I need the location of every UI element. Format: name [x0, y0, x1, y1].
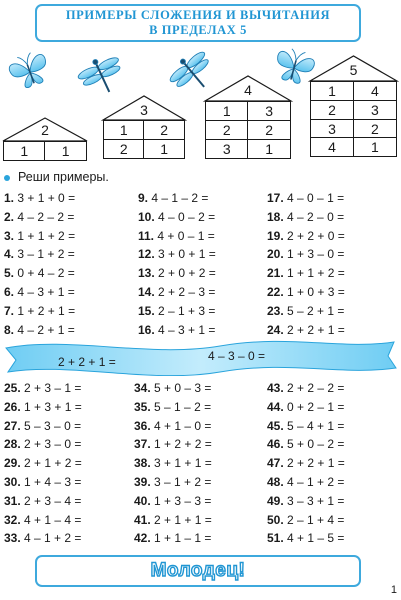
example-expression: 3 – 3 + 1 =	[287, 493, 345, 508]
example-number: 31.	[4, 493, 21, 508]
example-expression: 2 + 2 + 1 =	[287, 322, 345, 337]
example-expression: 4 – 1 + 2 =	[287, 474, 345, 489]
example-row	[267, 283, 345, 302]
example-row	[134, 379, 212, 398]
butterfly-icon	[6, 49, 52, 92]
dragonfly-icon	[74, 50, 129, 101]
example-expression: 0 + 4 – 2 =	[17, 266, 75, 281]
example-expression: 5 – 3 – 0 =	[24, 418, 82, 433]
ribbon-example-right: 4 – 3 – 0 =	[208, 349, 266, 363]
house-cell: 1	[103, 120, 145, 140]
example-expression: 2 + 1 + 2 =	[24, 456, 82, 471]
example-number: 18.	[267, 209, 284, 224]
example-expression: 5 – 1 – 2 =	[154, 399, 212, 414]
example-expression: 3 + 1 + 0 =	[17, 191, 76, 205]
example-expression: 4 + 1 – 0 =	[154, 418, 212, 433]
example-number: 40.	[134, 493, 151, 508]
example-expression: 1 + 1 + 2 =	[17, 228, 76, 243]
examples-column-4	[4, 379, 82, 548]
example-expression: 3 + 0 + 1 =	[158, 247, 216, 262]
example-expression: 2 – 1 + 3 =	[158, 303, 216, 318]
example-number: 51.	[267, 531, 284, 546]
example-row	[4, 417, 82, 436]
examples-column-2	[138, 189, 216, 339]
example-expression: 2 + 1 + 1 =	[154, 512, 212, 527]
example-number: 38.	[134, 456, 151, 471]
house-cell: 1	[205, 101, 249, 121]
example-expression: 2 + 2 – 3 =	[158, 284, 216, 299]
example-row	[4, 398, 82, 417]
example-expression: 5 – 2 + 1 =	[287, 303, 345, 318]
example-number: 4.	[4, 247, 15, 262]
example-number: 43.	[267, 381, 284, 395]
example-row	[134, 417, 212, 436]
example-expression: 4 – 1 + 2 =	[24, 531, 82, 546]
example-expression: 1 + 4 – 3 =	[24, 474, 82, 489]
example-number: 34.	[134, 381, 151, 395]
example-number: 44.	[267, 399, 284, 414]
number-house-5	[310, 55, 397, 161]
example-number: 13.	[138, 266, 155, 281]
example-expression: 3 + 1 + 1 =	[154, 456, 212, 471]
example-number: 27.	[4, 418, 21, 433]
house-top-number: 5	[349, 62, 358, 78]
house-cell: 2	[353, 119, 397, 139]
example-row	[267, 227, 345, 246]
example-number: 42.	[134, 531, 151, 546]
example-expression: 2 + 3 – 0 =	[24, 437, 82, 452]
example-expression: 4 – 2 + 1 =	[17, 322, 75, 337]
number-house-4	[205, 75, 291, 161]
example-expression: 1 + 2 + 1 =	[17, 303, 76, 318]
example-row	[134, 398, 212, 417]
example-number: 45.	[267, 418, 284, 433]
example-number: 41.	[134, 512, 151, 527]
example-expression: 2 + 2 + 1 =	[287, 456, 345, 471]
example-row	[267, 208, 345, 227]
example-row	[134, 454, 212, 473]
example-row	[267, 454, 345, 473]
example-number: 20.	[267, 247, 284, 262]
example-number: 10.	[138, 209, 155, 224]
house-top-number: 4	[244, 82, 252, 98]
example-expression: 4 + 0 – 1 =	[157, 228, 215, 243]
example-expression: 1 + 1 + 2 =	[287, 266, 345, 281]
house-cell: 3	[205, 139, 249, 159]
example-row	[138, 227, 216, 246]
bullet-icon	[4, 175, 10, 181]
house-cell: 3	[353, 100, 397, 120]
example-row	[4, 208, 75, 227]
example-number: 21.	[267, 266, 284, 281]
example-number: 25.	[4, 381, 21, 395]
page-number: 1	[390, 584, 397, 596]
example-row	[138, 245, 216, 264]
example-row	[138, 302, 216, 321]
example-number: 2.	[4, 209, 15, 224]
example-expression: 4 – 0 – 1 =	[287, 191, 345, 205]
bravo-text: Молодец!	[150, 560, 246, 581]
house-cell: 2	[143, 120, 185, 140]
example-expression: 4 – 2 – 2 =	[17, 209, 75, 224]
example-row	[267, 245, 345, 264]
example-expression: 1 + 2 + 2 =	[154, 437, 212, 452]
example-row	[267, 264, 345, 283]
example-number: 15.	[138, 303, 155, 318]
example-row	[267, 473, 345, 492]
house-cell: 2	[103, 139, 145, 159]
example-number: 9.	[138, 191, 149, 205]
example-expression: 1 + 0 + 3 =	[287, 284, 345, 299]
example-number: 19.	[267, 228, 284, 243]
example-expression: 4 – 3 + 1 =	[158, 322, 216, 337]
example-expression: 3 – 1 + 2 =	[17, 247, 75, 262]
example-number: 7.	[4, 303, 15, 318]
example-row	[134, 492, 212, 511]
examples-column-1	[4, 189, 75, 339]
number-house-3	[103, 95, 185, 161]
example-number: 32.	[4, 512, 21, 527]
example-row	[4, 492, 82, 511]
house-cell: 2	[247, 120, 291, 140]
example-row	[267, 435, 345, 454]
example-row	[4, 435, 82, 454]
bravo-box	[35, 555, 361, 587]
example-expression: 4 – 3 + 1 =	[17, 284, 75, 299]
example-number: 12.	[138, 247, 155, 262]
example-number: 5.	[4, 266, 15, 281]
example-expression: 4 + 1 – 5 =	[287, 531, 345, 546]
example-row	[4, 283, 75, 302]
example-row	[134, 435, 212, 454]
example-row	[4, 454, 82, 473]
ribbon-example-left: 2 + 2 + 1 =	[58, 355, 116, 369]
example-row	[138, 189, 216, 208]
example-expression: 5 – 4 + 1 =	[287, 418, 345, 433]
example-expression: 2 + 3 – 1 =	[24, 381, 82, 395]
example-row	[134, 511, 212, 530]
example-number: 46.	[267, 437, 284, 452]
example-number: 37.	[134, 437, 151, 452]
example-row	[138, 283, 216, 302]
example-row	[267, 398, 345, 417]
house-cell: 2	[205, 120, 249, 140]
example-number: 23.	[267, 303, 284, 318]
example-row	[138, 208, 216, 227]
example-row	[267, 417, 345, 436]
example-expression: 0 + 2 – 1 =	[287, 399, 345, 414]
title-box	[35, 4, 361, 42]
house-cell: 1	[44, 141, 87, 161]
number-house-2	[3, 117, 87, 161]
example-row	[4, 227, 75, 246]
example-number: 48.	[267, 474, 284, 489]
example-expression: 4 – 0 – 2 =	[158, 209, 216, 224]
examples-column-3	[267, 189, 345, 339]
example-row	[4, 379, 82, 398]
example-row	[4, 529, 82, 548]
example-expression: 4 + 1 – 4 =	[24, 512, 82, 527]
house-cell: 1	[353, 137, 397, 157]
example-expression: 1 + 3 + 1 =	[24, 399, 82, 414]
examples-column-6	[267, 379, 345, 548]
example-row	[267, 379, 345, 398]
example-number: 35.	[134, 399, 151, 414]
example-number: 36.	[134, 418, 151, 433]
example-expression: 3 – 1 + 2 =	[154, 474, 212, 489]
house-cell: 2	[310, 100, 354, 120]
example-expression: 1 + 1 – 1 =	[154, 531, 212, 546]
example-row	[267, 302, 345, 321]
example-number: 17.	[267, 191, 284, 205]
example-expression: 4 – 1 – 2 =	[151, 191, 209, 205]
example-number: 39.	[134, 474, 151, 489]
house-top-number: 3	[140, 102, 148, 118]
example-row	[134, 473, 212, 492]
house-cell: 1	[143, 139, 185, 159]
example-row	[138, 264, 216, 283]
example-row	[4, 473, 82, 492]
house-top-number: 2	[41, 122, 49, 138]
example-expression: 5 + 0 – 3 =	[154, 381, 212, 395]
example-row	[267, 511, 345, 530]
example-number: 1.	[4, 191, 15, 205]
example-row	[267, 529, 345, 548]
example-number: 49.	[267, 493, 284, 508]
house-cell: 1	[247, 139, 291, 159]
title-line-2: В ПРЕДЕЛАХ 5	[149, 23, 247, 37]
example-number: 8.	[4, 322, 15, 337]
house-cell: 3	[247, 101, 291, 121]
example-number: 22.	[267, 284, 284, 299]
example-number: 26.	[4, 399, 21, 414]
house-cell: 4	[310, 137, 354, 157]
example-row	[134, 529, 212, 548]
example-row	[4, 189, 75, 208]
example-expression: 1 + 3 – 3 =	[154, 493, 212, 508]
instruction-text: Реши примеры.	[18, 170, 109, 184]
example-expression: 2 + 2 – 2 =	[287, 381, 345, 395]
example-expression: 5 + 0 – 2 =	[287, 437, 345, 452]
instruction	[4, 170, 109, 185]
example-number: 33.	[4, 531, 21, 546]
example-expression: 2 + 3 – 4 =	[24, 493, 82, 508]
example-row	[4, 264, 75, 283]
example-number: 3.	[4, 228, 15, 243]
example-number: 30.	[4, 474, 21, 489]
example-number: 6.	[4, 284, 15, 299]
example-number: 47.	[267, 456, 284, 471]
house-cell: 1	[3, 141, 46, 161]
example-number: 14.	[138, 284, 155, 299]
example-row	[4, 245, 75, 264]
example-number: 29.	[4, 456, 21, 471]
house-cell: 3	[310, 119, 354, 139]
example-number: 28.	[4, 437, 21, 452]
example-expression: 1 + 3 – 0 =	[287, 247, 345, 262]
example-number: 50.	[267, 512, 284, 527]
example-expression: 2 + 0 + 2 =	[158, 266, 216, 281]
house-cell: 1	[310, 81, 354, 101]
example-expression: 2 + 2 + 0 =	[287, 228, 345, 243]
example-expression: 4 – 2 – 0 =	[287, 209, 345, 224]
example-number: 16.	[138, 322, 155, 337]
example-number: 11.	[138, 228, 155, 243]
examples-column-5	[134, 379, 212, 548]
example-row	[4, 302, 75, 321]
example-row	[4, 511, 82, 530]
example-expression: 2 – 1 + 4 =	[287, 512, 345, 527]
example-number: 24.	[267, 322, 284, 337]
example-row	[267, 189, 345, 208]
house-cell: 4	[353, 81, 397, 101]
example-row	[267, 492, 345, 511]
title-line-1: ПРИМЕРЫ СЛОЖЕНИЯ И ВЫЧИТАНИЯ	[65, 8, 331, 22]
